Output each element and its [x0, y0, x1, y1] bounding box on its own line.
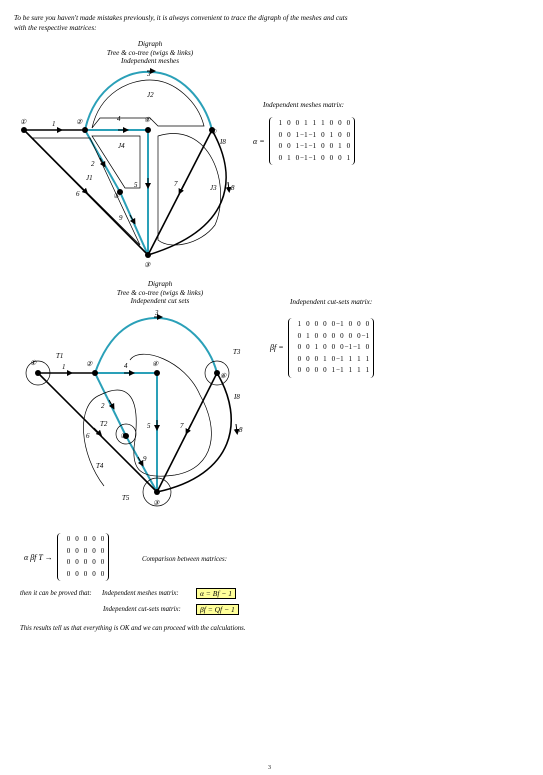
diagram1-labels	[20, 70, 235, 269]
cutsets-matrix	[270, 318, 374, 378]
branch-1-label: 1	[52, 120, 56, 128]
matrix-row	[62, 557, 105, 569]
matrix-cell: −1	[300, 130, 308, 139]
node-2	[82, 127, 88, 133]
matrix-cell: 1	[338, 142, 342, 150]
matrix-cell: 0	[340, 331, 344, 340]
matrix-row	[293, 342, 370, 354]
matrix-cell: 0	[357, 331, 361, 340]
branch-9-label: 9	[143, 455, 147, 463]
matrix-cell: −1	[336, 366, 344, 374]
branch-3-label: 3	[155, 309, 159, 317]
matrix-cell: 0	[287, 130, 291, 139]
node-3	[154, 489, 160, 495]
diagram1-mesh-loops	[32, 80, 221, 245]
matrix-cell: 0	[297, 354, 302, 363]
current-i8-label: I8	[220, 138, 226, 146]
matrix-cell: 1	[329, 130, 334, 139]
matrix-cell: 0	[323, 366, 327, 374]
matrix-cell: 0	[321, 153, 325, 162]
node-6-label: ⑥	[220, 372, 227, 380]
matrix-cell: 0	[331, 343, 336, 351]
node-6-label: ⑥	[210, 128, 217, 136]
matrix-row	[274, 141, 351, 153]
cutset-t4-label: T4	[96, 462, 104, 470]
matrix-cell: 0	[297, 331, 302, 340]
matrix-cell: 0	[278, 142, 283, 150]
matrix-cell: 0	[329, 142, 334, 150]
matrix-cell: 1	[321, 119, 325, 127]
branch-2-label: 2	[101, 402, 105, 410]
matrix-cell: 0	[329, 119, 334, 127]
mesh-j4-loop	[92, 136, 140, 188]
matrix-cell: 0	[331, 331, 336, 340]
product-matrix-symbol: α βf T →	[24, 552, 53, 562]
node-4	[154, 370, 160, 376]
matrix-cell: 0	[365, 320, 370, 328]
matrix-cell: 0	[306, 343, 310, 351]
diagram2-title-line: Digraph	[147, 280, 173, 288]
matrix-cell: 0	[92, 546, 96, 555]
matrix-cell: 0	[295, 119, 300, 127]
matrix-cell: 0	[66, 546, 71, 555]
matrix-cell: 0	[92, 535, 96, 543]
cutsets-matrix-symbol: βf =	[270, 343, 284, 353]
cutsets-result-box: βf = Qf − 1	[196, 604, 239, 615]
matrix-cell: 0	[100, 535, 105, 543]
branch-8	[148, 130, 226, 255]
matrix-cell: 0	[348, 331, 353, 340]
matrix-cell: 0	[66, 569, 71, 578]
matrix-row	[293, 319, 370, 331]
node-1	[21, 127, 27, 133]
meshes-matrix-title: Independent meshes matrix:	[263, 101, 345, 109]
matrix-cell: 0	[306, 354, 310, 363]
matrix-row	[293, 354, 370, 366]
branch-8-label: 8	[239, 426, 243, 434]
matrix-cell: 0	[346, 130, 351, 139]
matrix-cell: −1	[308, 153, 317, 162]
matrix-cell: 1	[314, 343, 319, 351]
diagram2-tree-branches	[95, 318, 217, 492]
meshes-label: Independent meshes matrix:	[102, 590, 179, 597]
matrix-cell: 1	[348, 366, 353, 374]
mesh-j4-label: J4	[118, 142, 125, 150]
comparison-title: Comparison between matrices:	[142, 556, 227, 563]
meshes-matrix-symbol: α =	[253, 136, 265, 146]
matrix-cell: 1	[306, 331, 310, 340]
matrix-cell: 0	[66, 535, 71, 543]
branch-4-label: 4	[124, 362, 128, 370]
branch-5-label: 5	[134, 181, 138, 189]
matrix-cell: 0	[92, 569, 96, 578]
matrix-cell: 1	[365, 366, 370, 374]
matrix-cell: 0	[100, 558, 105, 566]
diagram1-links	[24, 130, 226, 255]
matrix-cell: 0	[75, 535, 79, 543]
matrix-cell: −1	[300, 153, 308, 162]
matrix-cell: 0	[346, 142, 351, 150]
meshes-result-box: α = Bf − 1	[196, 588, 236, 599]
cutsets-matrix-title: Independent cut-sets matrix:	[290, 298, 373, 306]
matrix-cell: 0	[66, 558, 71, 566]
diagram2-title-line: Tree & co-tree (twigs & links)	[116, 288, 204, 297]
node-1-label: ①	[30, 359, 37, 367]
matrix-row	[62, 569, 105, 581]
node-2-label: ②	[86, 360, 93, 368]
node-4	[145, 127, 151, 133]
matrix-cell: 1	[295, 142, 300, 150]
diagram2-nodes	[35, 370, 220, 495]
matrix-cell: 0	[338, 153, 342, 162]
matrix-cell: 0	[340, 343, 344, 351]
matrix-cell: 0	[306, 320, 310, 328]
cutset-t2-label: T2	[100, 420, 108, 428]
matrix-row	[293, 331, 370, 343]
node-4-label: ④	[152, 360, 159, 368]
matrix-cell: 0	[306, 366, 310, 374]
matrix-cell: 1	[357, 354, 361, 363]
current-i8-label: I8	[234, 393, 240, 401]
matrix-cell: 0	[75, 546, 79, 555]
matrix-cell: 0	[100, 569, 105, 578]
branch-2-label: 2	[91, 160, 95, 168]
matrix-cell: −1	[353, 343, 361, 351]
diagram1-title-line: Independent meshes	[120, 57, 180, 65]
branch-8-label: 8	[231, 184, 235, 192]
matrix-cell: 0	[338, 119, 342, 127]
diagram1-tree-branches	[85, 72, 212, 255]
node-1-label: ①	[20, 118, 27, 126]
node-3-label: ③	[153, 499, 160, 507]
diagram2-title-line: Independent cut sets	[130, 297, 190, 305]
cutset-t3-label: T3	[233, 348, 241, 356]
diagram1-title-line: Digraph	[137, 40, 163, 48]
branch-7-label: 7	[174, 180, 178, 188]
mesh-j1-label: J1	[86, 174, 93, 182]
matrix-cell: 1	[357, 366, 361, 374]
diagram2-links	[38, 373, 231, 492]
node-5-label: ⑤	[120, 432, 127, 440]
matrix-cell: 0	[323, 343, 327, 351]
matrix-cell: 0	[75, 558, 79, 566]
comparison-prefix: then it can be proved that:	[20, 590, 92, 597]
matrix-cell: 0	[323, 320, 327, 328]
branch-6	[38, 373, 157, 492]
matrix-cell: 0	[83, 558, 88, 566]
matrix-row	[62, 546, 105, 558]
matrix-cell: 0	[83, 569, 88, 578]
matrix-cell: 0	[83, 546, 88, 555]
matrix-cell: 1	[287, 153, 291, 162]
matrix-row	[274, 130, 351, 142]
branch-7	[148, 130, 212, 255]
matrix-cell: 0	[92, 558, 96, 566]
matrix-row	[62, 534, 105, 546]
diagram2-labels	[30, 309, 243, 507]
branch-9-label: 9	[119, 214, 123, 222]
matrix-cell: 0	[83, 535, 88, 543]
matrix-cell: 0	[329, 153, 334, 162]
matrix-cell: 0	[278, 130, 283, 139]
matrix-cell: −1	[308, 142, 317, 150]
matrix-cell: 0	[314, 366, 319, 374]
branch-8	[157, 373, 231, 492]
meshes-matrix	[253, 117, 355, 165]
branch-6-label: 6	[86, 432, 90, 440]
matrix-cell: 0	[278, 153, 283, 162]
matrix-row	[293, 365, 370, 377]
matrix-cell: 0	[331, 320, 336, 328]
branch-1-label: 1	[62, 363, 66, 371]
meshes-matrix-body	[269, 117, 356, 165]
matrix-cell: 0	[297, 343, 302, 351]
product-matrix-body	[57, 533, 110, 581]
matrix-cell: 1	[278, 119, 283, 127]
mesh-j3-label: J3	[210, 184, 217, 192]
conclusion-text: This results tell us that everything is OK and we can proceed with the calculations.	[20, 625, 246, 632]
node-2	[92, 370, 98, 376]
node-5-label: ⑤	[113, 192, 120, 200]
matrix-cell: 0	[295, 153, 300, 162]
node-4-label: ④	[144, 116, 151, 124]
page-number: 3	[268, 765, 271, 771]
node-1	[35, 370, 41, 376]
matrix-cell: 1	[323, 354, 327, 363]
matrix-cell: 1	[312, 119, 317, 127]
cutset-t1-label: T1	[56, 352, 64, 360]
matrix-cell: 0	[331, 354, 336, 363]
matrix-cell: 1	[346, 153, 351, 162]
matrix-cell: 0	[314, 354, 319, 363]
branch-4-label: 4	[117, 115, 121, 123]
diagram1-arrows	[50, 71, 229, 222]
node-2-label: ②	[76, 118, 83, 126]
matrix-cell: 0	[338, 130, 342, 139]
branch-5-label: 5	[147, 422, 151, 430]
matrix-cell: 0	[314, 331, 319, 340]
diagram2-title	[80, 280, 240, 306]
matrix-cell: −1	[336, 320, 344, 328]
matrix-cell: 1	[304, 119, 308, 127]
matrix-cell: 0	[75, 569, 79, 578]
branch-3-label: 3	[147, 70, 151, 78]
node-3	[145, 252, 151, 258]
matrix-cell: 0	[287, 119, 291, 127]
matrix-cell: 0	[346, 119, 351, 127]
diagram2-cutset-curves	[26, 354, 229, 506]
matrix-cell: −1	[336, 354, 344, 363]
matrix-cell: 1	[365, 354, 370, 363]
matrix-cell: 0	[321, 130, 325, 139]
cutset-t5-label: T5	[122, 494, 130, 502]
branch-6-label: 6	[76, 190, 80, 198]
matrix-cell: −1	[344, 343, 353, 351]
branch-9	[120, 192, 148, 255]
matrix-cell: 0	[357, 320, 361, 328]
matrix-cell: −1	[308, 130, 317, 139]
diagram1-title-line: Tree & co-tree (twigs & links)	[106, 48, 194, 57]
cutsets-matrix-body	[288, 318, 375, 378]
branch-7	[157, 373, 217, 492]
matrix-cell: 0	[100, 546, 105, 555]
matrix-cell: 1	[348, 354, 353, 363]
matrix-cell: 0	[348, 320, 353, 328]
matrix-row	[274, 153, 351, 165]
matrix-row	[274, 118, 351, 130]
cutsets-label: Independent cut-sets matrix:	[103, 606, 181, 613]
matrix-cell: 0	[287, 142, 291, 150]
matrix-cell: −1	[361, 331, 370, 340]
matrix-cell: 1	[331, 366, 336, 374]
node-3-label: ③	[144, 261, 151, 269]
mesh-j2-label: J2	[147, 91, 154, 99]
matrix-cell: 1	[295, 130, 300, 139]
branch-7-label: 7	[180, 422, 184, 430]
product-matrix	[24, 533, 109, 581]
matrix-cell: 0	[323, 331, 327, 340]
matrix-cell: 0	[297, 366, 302, 374]
matrix-cell: 1	[297, 320, 302, 328]
matrix-cell: 0	[365, 343, 370, 351]
intro-text: To be sure you haven't made mistakes previously, it is always convenient to trace the digraph of the meshes and cuts with the respective matrices:	[14, 14, 348, 32]
matrix-cell: 0	[321, 142, 325, 150]
matrix-cell: −1	[300, 142, 308, 150]
matrix-cell: 0	[314, 320, 319, 328]
